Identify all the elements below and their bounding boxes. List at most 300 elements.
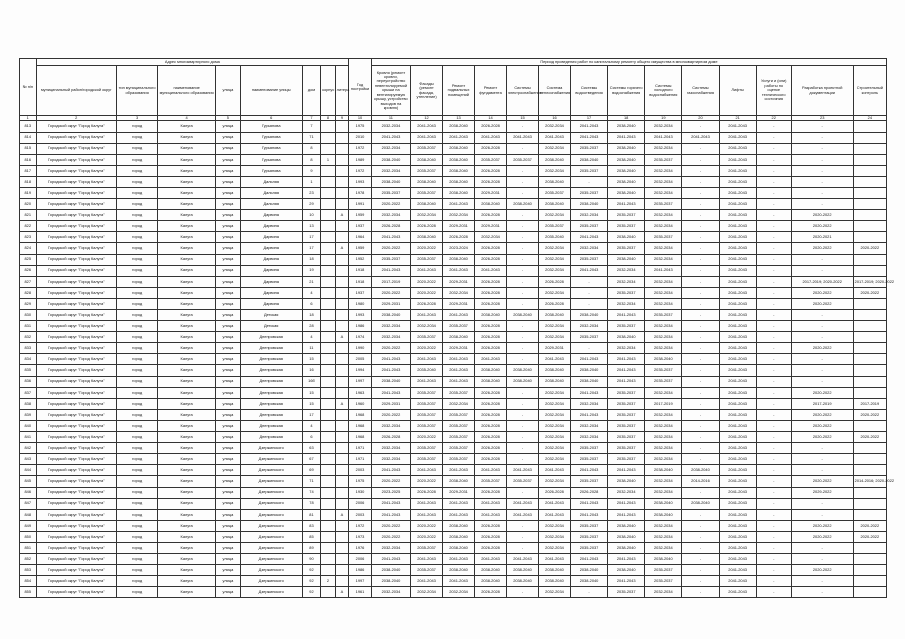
table-cell xyxy=(321,454,335,465)
table-cell: 817 xyxy=(20,165,37,176)
table-cell: 2041-2043 xyxy=(443,554,475,565)
table-cell: 2020-2022 xyxy=(791,387,853,398)
table-cell: - xyxy=(756,443,791,454)
table-cell: Городской округ "Город Калуга" xyxy=(36,298,116,309)
table-cell: 18 xyxy=(302,254,321,265)
table-cell: 2020-2022 xyxy=(791,531,853,542)
table-cell: Калуга xyxy=(158,143,216,154)
table-cell: Калуга xyxy=(158,276,216,287)
table-cell: 2038-2040 xyxy=(411,199,443,210)
table-cell: город xyxy=(116,221,157,232)
table-cell: 2041-2043 xyxy=(719,321,756,332)
table-cell: город xyxy=(116,165,157,176)
table-cell: Дарвина xyxy=(240,232,302,243)
table-cell: 1997 xyxy=(349,576,372,587)
table-row xyxy=(20,565,887,576)
column-number: 14 xyxy=(475,116,507,121)
table-cell: 2017-2019; 2020-2022 xyxy=(791,276,853,287)
table-cell: 90 xyxy=(302,554,321,565)
column-number: 4 xyxy=(158,116,216,121)
table-cell: 2026-2028 xyxy=(538,276,570,287)
table-cell: 2041-2043 xyxy=(371,465,410,476)
column-number: 20 xyxy=(682,116,719,121)
table-cell: Калуга xyxy=(158,576,216,587)
table-cell: 13 xyxy=(302,221,321,232)
table-cell: 2038-2040 xyxy=(475,310,507,321)
table-cell: 1986 xyxy=(349,565,372,576)
col-header-year: Год постройки xyxy=(349,59,372,116)
col-header-cold-water: Системы холодного водоснабжения xyxy=(645,66,682,116)
table-row xyxy=(20,554,887,565)
table-cell xyxy=(321,199,335,210)
table-cell: 2035-2037 xyxy=(411,398,443,409)
table-cell: 1972 xyxy=(349,165,372,176)
table-cell: 2032-2034 xyxy=(645,531,682,542)
table-cell: 1972 xyxy=(349,520,372,531)
table-cell xyxy=(335,343,348,354)
table-cell: Городской округ "Город Калуга" xyxy=(36,387,116,398)
table-cell: - xyxy=(682,587,719,598)
table-row xyxy=(20,287,887,298)
table-cell: - xyxy=(507,321,539,332)
table-cell: 2023-2025 xyxy=(371,487,410,498)
table-cell: 2041-2043 xyxy=(719,187,756,198)
table-cell: город xyxy=(116,287,157,298)
table-cell: 2035-2037 xyxy=(645,154,682,165)
table-cell: 2035-2037 xyxy=(411,165,443,176)
table-cell: 2041-2043 xyxy=(719,498,756,509)
table-cell: - xyxy=(507,387,539,398)
table-cell: - xyxy=(507,542,539,553)
table-cell: 2041-2043 xyxy=(719,565,756,576)
table-cell: 2026-2028 xyxy=(475,454,507,465)
table-cell: 1990 xyxy=(349,343,372,354)
table-cell: 2038-2040 xyxy=(411,232,443,243)
table-cell: 2029-2022 xyxy=(791,487,853,498)
table-cell: 2032-2034 xyxy=(608,487,645,498)
table-cell: 2041-2043 xyxy=(507,498,539,509)
table-cell: Городской округ "Город Калуга" xyxy=(36,199,116,210)
table-cell: 2035-2037 xyxy=(570,542,607,553)
table-cell: 2038-2040 xyxy=(645,498,682,509)
table-cell: 837 xyxy=(20,387,37,398)
table-cell: 2032-2034 xyxy=(443,210,475,221)
column-number: 13 xyxy=(443,116,475,121)
table-cell xyxy=(321,509,335,520)
table-cell: 1993 xyxy=(349,310,372,321)
table-cell: 839 xyxy=(20,409,37,420)
table-cell: 2038-2040 xyxy=(507,365,539,376)
table-cell: 2041-2043 xyxy=(371,387,410,398)
table-cell: город xyxy=(116,576,157,587)
column-number: 21 xyxy=(719,116,756,121)
table-cell: 2026-2028 xyxy=(371,221,410,232)
table-cell: 2026-2028 xyxy=(475,121,507,132)
table-cell: 2041-2043 xyxy=(719,443,756,454)
table-cell: - xyxy=(682,432,719,443)
table-cell: Днепровская xyxy=(240,354,302,365)
table-cell: город xyxy=(116,398,157,409)
table-cell: улица xyxy=(216,531,241,542)
table-cell: 2020-2022 xyxy=(371,476,410,487)
table-cell: Городской округ "Город Калуга" xyxy=(36,354,116,365)
table-cell: Городской округ "Город Калуга" xyxy=(36,165,116,176)
table-cell xyxy=(335,298,348,309)
table-cell: - xyxy=(507,265,539,276)
table-cell: 2032-2034 xyxy=(570,321,607,332)
table-cell: 2020-2022 xyxy=(371,343,410,354)
table-cell: - xyxy=(507,432,539,443)
table-cell: 2041-2043 xyxy=(538,132,570,143)
table-cell: 2038-2040 xyxy=(538,176,570,187)
table-cell: Дзержинского xyxy=(240,576,302,587)
table-cell: 2032-2034 xyxy=(645,454,682,465)
table-cell: Гурьянова xyxy=(240,132,302,143)
table-row xyxy=(20,487,887,498)
table-cell: 2020-2022 xyxy=(411,243,443,254)
table-cell: - xyxy=(682,443,719,454)
table-cell: город xyxy=(116,310,157,321)
table-cell: - xyxy=(682,154,719,165)
table-cell xyxy=(321,165,335,176)
table-cell xyxy=(853,221,886,232)
table-cell: улица xyxy=(216,454,241,465)
table-cell: 2038-2040 xyxy=(411,154,443,165)
table-cell: город xyxy=(116,432,157,443)
table-body xyxy=(20,121,895,598)
table-cell: 2017-2019 xyxy=(371,276,410,287)
table-cell: Калуга xyxy=(158,432,216,443)
table-cell xyxy=(853,121,886,132)
table-cell: - xyxy=(682,121,719,132)
table-cell: 2026-2028 xyxy=(475,332,507,343)
table-cell: - xyxy=(756,243,791,254)
table-cell: 2035-2037 xyxy=(570,254,607,265)
table-row xyxy=(20,276,887,287)
table-cell: 831 xyxy=(20,321,37,332)
table-cell: 2017-2019 xyxy=(791,398,853,409)
table-cell: 2041-2043 xyxy=(411,465,443,476)
table-row xyxy=(20,232,887,243)
table-cell: 2035-2037 xyxy=(411,254,443,265)
table-cell: 2041-2043 xyxy=(411,376,443,387)
table-cell xyxy=(321,476,335,487)
table-cell xyxy=(335,542,348,553)
table-cell: 2041-2043 xyxy=(475,498,507,509)
table-cell: 816 xyxy=(20,154,37,165)
table-cell: Калуга xyxy=(158,343,216,354)
table-cell xyxy=(335,154,348,165)
table-cell: улица xyxy=(216,210,241,221)
table-cell: Городской округ "Город Калуга" xyxy=(36,432,116,443)
table-cell: 2041-2043 xyxy=(608,310,645,321)
table-cell: Городской округ "Город Калуга" xyxy=(36,509,116,520)
table-cell: 2032-2034 xyxy=(538,210,570,221)
table-cell: - xyxy=(570,298,607,309)
table-cell: - xyxy=(756,221,791,232)
table-cell: 2041-2043 xyxy=(570,509,607,520)
table-cell: Городской округ "Город Калуга" xyxy=(36,465,116,476)
table-cell: - xyxy=(756,332,791,343)
table-cell: 2026-2028 xyxy=(475,420,507,431)
table-cell xyxy=(321,265,335,276)
table-cell: 92 xyxy=(302,587,321,598)
table-cell: 2041-2043 xyxy=(719,465,756,476)
table-cell: 2041-2043 xyxy=(570,387,607,398)
column-number: 1 xyxy=(20,116,37,121)
table-row xyxy=(20,298,887,309)
table-cell: 2041-2043 xyxy=(443,354,475,365)
table-cell: 2041-2043 xyxy=(411,509,443,520)
table-cell xyxy=(335,121,348,132)
table-cell: 2020-2021 xyxy=(791,232,853,243)
table-cell: 2032-2034 xyxy=(538,143,570,154)
table-cell xyxy=(853,554,886,565)
table-cell: - xyxy=(756,365,791,376)
table-cell: - xyxy=(682,221,719,232)
table-cell xyxy=(853,487,886,498)
column-number: 7 xyxy=(302,116,321,121)
table-cell: Дальняя xyxy=(240,187,302,198)
table-cell: 2041-2043 xyxy=(411,498,443,509)
table-cell: Калуга xyxy=(158,531,216,542)
table-cell: 2041-2043 xyxy=(570,232,607,243)
table-cell: 2041-2043 xyxy=(608,576,645,587)
table-cell: Дарвина xyxy=(240,287,302,298)
table-cell: 2032-2034 xyxy=(645,221,682,232)
table-cell: - xyxy=(791,165,853,176)
table-cell: 2035-2040 xyxy=(411,365,443,376)
table-cell: Дарвина xyxy=(240,221,302,232)
table-cell: - xyxy=(570,343,607,354)
table-cell: Городской округ "Город Калуга" xyxy=(36,554,116,565)
table-cell xyxy=(853,365,886,376)
table-cell xyxy=(321,365,335,376)
table-cell: Калуга xyxy=(158,587,216,598)
table-cell: город xyxy=(116,210,157,221)
table-cell: 2032-2034 xyxy=(443,398,475,409)
table-cell: 1968 xyxy=(349,409,372,420)
table-cell: город xyxy=(116,321,157,332)
table-cell: Детская xyxy=(240,321,302,332)
table-cell xyxy=(853,420,886,431)
table-cell: 2020-2022 xyxy=(411,520,443,531)
table-cell: 830 xyxy=(20,310,37,321)
table-cell: 2032-2034 xyxy=(538,409,570,420)
table-cell: Городской округ "Город Калуга" xyxy=(36,276,116,287)
table-cell: Днепровская xyxy=(240,432,302,443)
table-cell: 851 xyxy=(20,542,37,553)
table-cell: 2032-2034 xyxy=(608,298,645,309)
table-cell xyxy=(853,165,886,176)
table-cell: 2032-2034 xyxy=(645,476,682,487)
table-cell: 2029-2031 xyxy=(475,221,507,232)
table-cell: 2041-2043 xyxy=(411,310,443,321)
table-cell: 1961 xyxy=(349,587,372,598)
col-header-lifts: Лифты xyxy=(719,66,756,116)
table-cell: Дальняя xyxy=(240,176,302,187)
table-cell xyxy=(853,176,886,187)
table-cell: 2032-2034 xyxy=(645,443,682,454)
table-cell: 11 xyxy=(302,343,321,354)
table-cell: 2038-2040 xyxy=(538,565,570,576)
table-cell: 2041-2043 xyxy=(411,576,443,587)
table-cell: 2026-2028 xyxy=(475,587,507,598)
table-cell: - xyxy=(756,576,791,587)
table-cell xyxy=(335,554,348,565)
table-cell: Калуга xyxy=(158,365,216,376)
table-cell: Калуга xyxy=(158,210,216,221)
table-cell: 2038-2040 xyxy=(371,310,410,321)
table-cell: - xyxy=(682,387,719,398)
table-cell: 2041-2043 xyxy=(371,498,410,509)
table-row xyxy=(20,154,887,165)
table-cell: 2041-2043 xyxy=(475,509,507,520)
table-cell: 820 xyxy=(20,199,37,210)
table-cell: - xyxy=(756,487,791,498)
table-row xyxy=(20,321,887,332)
table-cell: 2032-2034 xyxy=(645,121,682,132)
table-cell: 2035-2037 xyxy=(645,365,682,376)
table-cell: - xyxy=(756,254,791,265)
table-cell: - xyxy=(756,509,791,520)
table-cell xyxy=(321,376,335,387)
table-cell: - xyxy=(682,365,719,376)
table-cell: 2041-2043 xyxy=(475,465,507,476)
table-cell xyxy=(335,520,348,531)
table-cell: Гурьянова xyxy=(240,165,302,176)
table-cell: 2032-2034 xyxy=(371,321,410,332)
table-cell: Дзержинского xyxy=(240,476,302,487)
table-cell xyxy=(335,420,348,431)
table-cell: 2041-2043 xyxy=(570,121,607,132)
table-cell: город xyxy=(116,254,157,265)
table-cell xyxy=(335,221,348,232)
table-cell: 2020-2022 xyxy=(411,276,443,287)
table-cell xyxy=(853,354,886,365)
table-cell: город xyxy=(116,232,157,243)
table-cell: Городской округ "Город Калуга" xyxy=(36,187,116,198)
table-cell: - xyxy=(791,365,853,376)
col-header-services: Услуги и (или) работы по оценке технического состояния xyxy=(756,66,791,116)
col-header-street: улица xyxy=(216,66,241,116)
table-cell: 1918 xyxy=(349,276,372,287)
table-cell: - xyxy=(682,520,719,531)
table-cell: - xyxy=(756,143,791,154)
table-cell: 2032-2034 xyxy=(570,432,607,443)
table-cell: Дзержинского xyxy=(240,531,302,542)
table-cell: 16б xyxy=(302,376,321,387)
table-row xyxy=(20,443,887,454)
table-cell: 2041-2043 xyxy=(719,487,756,498)
table-cell: Калуга xyxy=(158,376,216,387)
table-cell xyxy=(335,232,348,243)
table-cell: 2041-2043 xyxy=(371,232,410,243)
table-cell: 2020-2022 xyxy=(853,531,886,542)
table-cell: 847 xyxy=(20,498,37,509)
table-cell: 2041-2043 xyxy=(411,354,443,365)
table-cell: 2029-2031 xyxy=(371,298,410,309)
table-cell: 2032-2034 xyxy=(538,121,570,132)
table-cell: 2032-2034 xyxy=(645,298,682,309)
table-cell: 2035-2037 xyxy=(608,398,645,409)
table-cell: Городской округ "Город Калуга" xyxy=(36,254,116,265)
table-cell: 2026-2028 xyxy=(411,221,443,232)
table-cell: - xyxy=(507,398,539,409)
table-row xyxy=(20,243,887,254)
table-cell: 2032-2034 xyxy=(538,243,570,254)
table-cell: Дарвина xyxy=(240,298,302,309)
table-cell: 2017-2019 xyxy=(853,398,886,409)
table-cell: Городской округ "Город Калуга" xyxy=(36,221,116,232)
table-cell: - xyxy=(791,376,853,387)
table-cell: 8 xyxy=(302,143,321,154)
table-cell: - xyxy=(756,165,791,176)
table-cell xyxy=(335,531,348,542)
table-cell: 2035-2040 xyxy=(538,232,570,243)
table-cell: Калуга xyxy=(158,332,216,343)
table-cell xyxy=(321,432,335,443)
table-cell: - xyxy=(791,443,853,454)
table-cell: 2029-2031 xyxy=(443,343,475,354)
table-cell: 15 xyxy=(302,387,321,398)
table-cell: 2038-2040 xyxy=(538,576,570,587)
table-cell: 2035-2037 xyxy=(645,232,682,243)
table-cell: 2038-2040 xyxy=(570,199,607,210)
table-cell: 2038-2040 xyxy=(608,187,645,198)
table-cell: 2041-2043 xyxy=(570,265,607,276)
table-cell: 2038-2040 xyxy=(608,232,645,243)
table-cell: 2035-2037 xyxy=(608,587,645,598)
table-cell: 2035-2037 xyxy=(608,221,645,232)
table-cell: 2041-2043 xyxy=(608,199,645,210)
table-cell: 2041-2043 xyxy=(570,354,607,365)
table-cell: - xyxy=(507,454,539,465)
table-cell: 2020-2022 xyxy=(791,409,853,420)
table-cell: 2041-2043 xyxy=(608,354,645,365)
table-cell: 1986 xyxy=(349,321,372,332)
table-cell: 2035-2037 xyxy=(507,154,539,165)
table-cell: 2020-2022 xyxy=(853,409,886,420)
table-cell: Дарвина xyxy=(240,265,302,276)
table-cell: 2032-2034 xyxy=(538,454,570,465)
table-cell: 2035-2037 xyxy=(443,454,475,465)
table-cell xyxy=(321,232,335,243)
table-cell: Дзержинского xyxy=(240,443,302,454)
col-header-sewer: Системы водоотведения xyxy=(570,66,607,116)
table-cell: 833 xyxy=(20,343,37,354)
table-cell: улица xyxy=(216,432,241,443)
table-cell: - xyxy=(791,310,853,321)
table-cell xyxy=(321,465,335,476)
table-cell: улица xyxy=(216,376,241,387)
column-number: 9 xyxy=(335,116,348,121)
table-cell: Городской округ "Город Калуга" xyxy=(36,398,116,409)
table-cell: - xyxy=(507,354,539,365)
table-cell xyxy=(335,321,348,332)
table-cell: город xyxy=(116,387,157,398)
table-cell: 2041-2043 xyxy=(719,420,756,431)
table-cell: 2026-2028 xyxy=(475,409,507,420)
table-cell xyxy=(853,465,886,476)
table-cell xyxy=(321,132,335,143)
table-cell: Калуга xyxy=(158,165,216,176)
table-cell: 2035-2037 xyxy=(608,432,645,443)
table-cell: 1 xyxy=(302,176,321,187)
table-cell: 21 xyxy=(302,276,321,287)
table-cell: 2038-2040 xyxy=(608,542,645,553)
table-cell: - xyxy=(756,121,791,132)
